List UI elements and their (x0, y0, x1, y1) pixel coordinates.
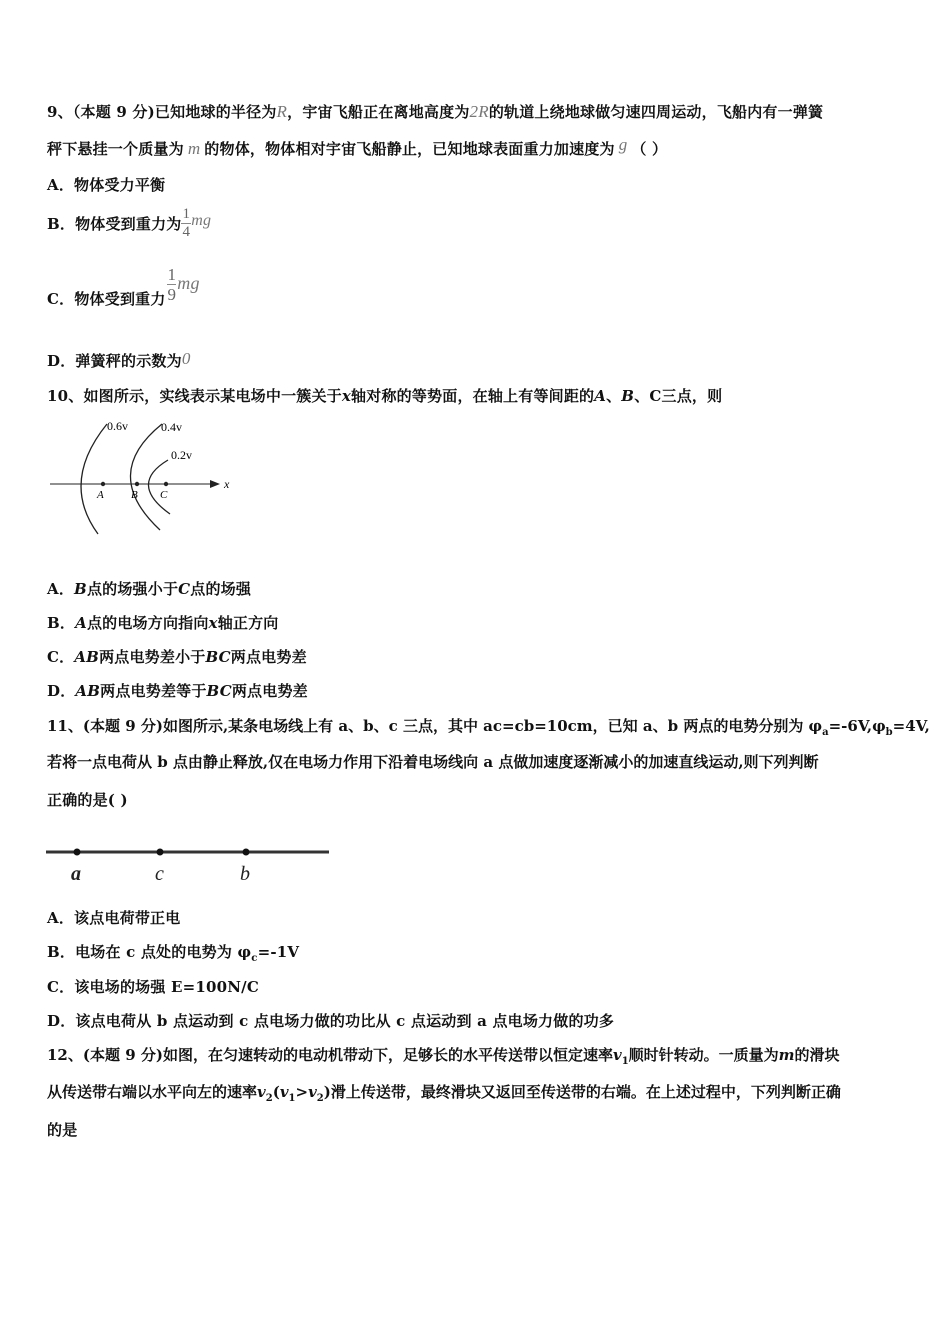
point-a-label: A (97, 489, 104, 501)
point-c-dot (164, 482, 168, 486)
point-b-label: B (131, 489, 138, 501)
equipotential-curve-0.6v (81, 424, 107, 534)
q11-stem-line3: 正确的是( ) (47, 791, 128, 809)
q11-option-c[interactable]: C．该电场的场强 E=100N/C (47, 978, 260, 996)
q10-stem: 10、如图所示，实线表示某电场中一簇关于x轴对称的等势面，在轴上有等间距的A、B、C三点，则 (47, 387, 723, 405)
zero-value: 0 (181, 349, 191, 368)
q10-option-c[interactable]: C．AB两点电势差小于BC两点电势差 (47, 648, 307, 666)
gravity-symbol: g (618, 135, 628, 154)
mass-symbol: m (187, 139, 201, 158)
point-c-label: c (155, 863, 164, 885)
q10-option-a[interactable]: A．B点的场强小于C点的场强 (47, 580, 252, 598)
q11-stem-line1: 11、(本题 9 分)如图所示,某条电场线上有 a、b、c 三点，其中 ac=cb=10cm，已知 a、b 两点的电势分别为 $\varphi_a=-6V,\varphi_b=4V$, (47, 717, 930, 738)
q9-stem-line2: 秤下悬挂一个质量为 m 的物体，物体相对宇宙飞船静止，已知地球表面重力加速度为 g （ ） (47, 135, 668, 158)
q9-option-d[interactable]: D．弹簧秤的示数为0 (47, 349, 191, 370)
q12-stem-line1: 12、(本题 9 分)如图，在匀速转动的电动机带动下，足够长的水平传送带以恒定速率$v_1$顺时针转动。一质量为m的滑块 (47, 1046, 840, 1067)
q9-option-b[interactable]: B．物体受到重力为 $\frac{1}{4}$ mg (47, 206, 212, 240)
q10-option-d[interactable]: D．AB两点电势差等于BC两点电势差 (47, 682, 308, 700)
point-c-label: C (160, 489, 168, 501)
fraction-one-ninth: $\frac{1}{9}$ (167, 265, 177, 304)
radius-symbol: R (276, 102, 288, 121)
point-b-dot (243, 849, 250, 856)
q9-option-a[interactable]: A．物体受力平衡 (47, 176, 166, 194)
orbit-height-symbol: 2R (469, 102, 489, 121)
field-line-figure (44, 825, 334, 887)
label-0.2v: 0.2v (171, 448, 192, 462)
fraction-one-quarter: $\frac{1}{4}$ (182, 206, 191, 240)
q12-stem-line3: 的是 (47, 1121, 78, 1139)
q9-stem-line1: 9、（本题 9 分)已知地球的半径为R，宇宙飞船正在离地高度为2R的轨道上绕地球做匀速四周运动，飞船内有一弹簧 (47, 102, 824, 121)
point-b-label: b (240, 863, 250, 885)
q11-option-b[interactable]: B．电场在 c 点处的电势为 $\varphi_c=-1V$ (47, 943, 300, 964)
q12-stem-line2: 从传送带右端以水平向左的速率$v_2(v_1>v_2)$滑上传送带，最终滑块又返回至传送带的右端。在上述过程中，下列判断正确 (47, 1083, 841, 1104)
q11-option-d[interactable]: D．该点电荷从 b 点运动到 c 点电场力做的功比从 c 点运动到 a 点电场力做的功多 (47, 1012, 615, 1030)
label-0.6v: 0.6v (107, 419, 128, 433)
equipotential-figure (40, 412, 260, 542)
x-axis-arrow (210, 480, 220, 488)
q11-option-a[interactable]: A．该点电荷带正电 (47, 909, 181, 927)
point-a-dot (101, 482, 105, 486)
q10-option-b[interactable]: B．A点的电场方向指向x轴正方向 (47, 614, 279, 632)
point-c-dot (157, 849, 164, 856)
equipotential-curve-0.4v (130, 424, 162, 530)
point-a-dot (74, 849, 81, 856)
q11-stem-line2: 若将一点电荷从 b 点由静止释放,仅在电场力作用下沿着电场线向 a 点做加速度逐渐减小的加速直线运动,则下列判断 (47, 753, 819, 771)
equipotential-curve-0.2v (148, 460, 170, 514)
label-0.4v: 0.4v (161, 420, 182, 434)
point-b-dot (135, 482, 139, 486)
point-a-label: a (71, 863, 81, 885)
q9-option-c[interactable]: C．物体受到重力 $\frac{1}{9}$ mg (47, 265, 200, 308)
x-axis-label: x (224, 477, 230, 491)
